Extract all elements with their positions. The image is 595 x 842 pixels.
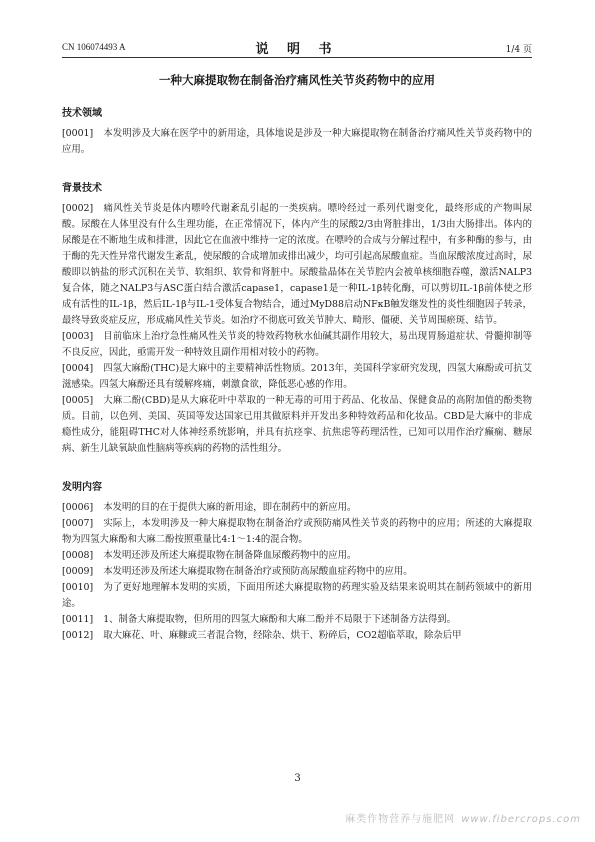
paragraph-text: 本发明还涉及所述大麻提取物在制备治疗或预防高尿酸血症药物中的应用。 xyxy=(103,566,413,577)
page-number: 3 xyxy=(294,773,301,784)
paragraph-text: 为了更好地理解本发明的实质，下面用所述大麻提取物的药理实验及结果来说明其在制药领域中的新用途。 xyxy=(62,582,532,609)
paragraph-number: [0007] xyxy=(62,518,94,529)
section-heading: 背景技术 xyxy=(62,183,102,194)
paragraph-text: 四氢大麻酚(THC)是大麻中的主要精神活性物质。2013年，美国科学家研究发现，四氢大麻酚或可抗艾滋感染。四氢大麻酚还具有缓解疼痛，刺激食欲，降低恶心感的作用。 xyxy=(62,363,532,390)
paragraph-number: [0003] xyxy=(62,331,94,342)
paragraph-text: 大麻二酚(CBD)是从大麻花叶中萃取的一种无毒的可用于药品、化妆品、保健食品的高附加值的酚类物质。目前，以色列、美国、英国等发达国家已用其做原料并开发出多种特效药品和化妆品。CBD是大麻中的非成瘾性成分，能阻碍THC对人体神经系统影响，并具有抗痉挛、抗焦虑等药理活性，已知可以用作治疗癫痫、糖尿病、新生儿缺氧缺血性脑病等疾病的药物的活性组分。 xyxy=(62,395,532,454)
document-body xyxy=(62,104,532,644)
section-heading: 技术领域 xyxy=(62,108,102,119)
paragraph-number: [0012] xyxy=(62,630,94,641)
section-background xyxy=(62,179,532,457)
paragraph xyxy=(62,361,532,393)
paragraph xyxy=(62,580,532,612)
paragraph xyxy=(62,126,532,158)
paragraph-number: [0010] xyxy=(62,582,94,593)
paragraph xyxy=(62,548,532,564)
paragraph-number: [0006] xyxy=(62,502,94,513)
paragraph xyxy=(62,564,532,580)
paragraph-text: 取大麻花、叶、麻糠或三者混合物，经除杂、烘干、粉碎后，CO2超临萃取，除杂后甲 xyxy=(103,630,462,641)
page-label: 1/4 页 xyxy=(505,45,532,55)
paragraph-number: [0008] xyxy=(62,550,94,561)
paragraph xyxy=(62,500,532,516)
paragraph xyxy=(62,201,532,329)
paragraph-text: 本发明涉及大麻在医学中的新用途，具体地说是涉及一种大麻提取物在制备治疗痛风性关节炎药物中的应用。 xyxy=(62,128,532,155)
section-summary xyxy=(62,478,532,644)
paragraph-text: 1、制备大麻提取物，但所用的四氢大麻酚和大麻二酚并不局限于下述制备方法得到。 xyxy=(103,614,457,625)
paragraph-text: 目前临床上治疗急性痛风性关节炎的特效药物秋水仙碱其副作用较大，易出现胃肠道症状、骨髓抑制等不良反应，因此，亟需开发一种特效且副作用相对较小的药物。 xyxy=(62,331,532,358)
paragraph-text: 本发明的目的在于提供大麻的新用途，即在制药中的新应用。 xyxy=(103,502,357,513)
section-heading: 发明内容 xyxy=(62,482,102,493)
paragraph xyxy=(62,612,532,628)
paragraph-number: [0005] xyxy=(62,395,94,406)
paragraph-number: [0001] xyxy=(62,128,94,139)
paragraph xyxy=(62,628,532,644)
paragraph-text: 本发明还涉及所述大麻提取物在制备降血尿酸药物中的应用。 xyxy=(103,550,357,561)
paragraph-number: [0002] xyxy=(62,203,94,214)
section-technical-field xyxy=(62,104,532,158)
paragraph-number: [0011] xyxy=(62,614,94,625)
document-title: 一种大麻提取物在制备治疗痛风性关节炎药物中的应用 xyxy=(159,73,435,87)
document-type: 说 明 书 xyxy=(255,42,339,57)
patent-number: CN 106074493 A xyxy=(62,42,126,52)
paragraph-text: 痛风性关节炎是体内嘌呤代谢紊乱引起的一类疾病。嘌呤经过一系列代谢变化，最终形成的产物叫尿酸。尿酸在人体里没有什么生理功能，在正常情况下，体内产生的尿酸2/3由肾脏排出，1/3由大肠排出。体内的尿酸是在不断地生成和排泄，因此它在血液中维持一定的浓度。在嘌呤的合成与分解过程中，有多种酶的参与，由于酶的先天性异常代谢发生紊乱，使尿酸的合成增加或排出减少，均可引起高尿酸血症。当血尿酸浓度过高时，尿酸即以钠盐的形式沉积在关节、软组织、软骨和肾脏中。尿酸盐晶体在关节腔内会被单核细胞吞噬，激活NALP3复合体，随之NALP3与ASC蛋白结合激活capase1，capase1是一种IL-1β转化酶，可以剪切IL-1β前体使之形成有活性的IL-1β，然后IL-1β与IL-1受体复合物结合，通过MyD88启动NFκB触发继发性的炎性细胞因子转录，最终导致炎症反应，形成痛风性关节炎。如治疗不彻底可致关节肿大、畸形、僵硬、关节周围瘀斑、结节。 xyxy=(62,203,532,326)
paragraph-number: [0004] xyxy=(62,363,94,374)
paragraph-text: 实际上，本发明涉及一种大麻提取物在制备治疗或预防痛风性关节炎的药物中的应用；所述的大麻提取物为四氢大麻酚和大麻二酚按照重量比4:1～1:4的混合物。 xyxy=(62,518,532,545)
watermark-text: 麻类作物营养与施肥网 xyxy=(345,814,456,825)
paragraph xyxy=(62,329,532,361)
paragraph xyxy=(62,516,532,548)
page-header xyxy=(62,37,532,58)
paragraph xyxy=(62,393,532,457)
watermark xyxy=(345,810,581,825)
watermark-url: www.fibercrops.com xyxy=(461,814,581,825)
paragraph-number: [0009] xyxy=(62,566,94,577)
